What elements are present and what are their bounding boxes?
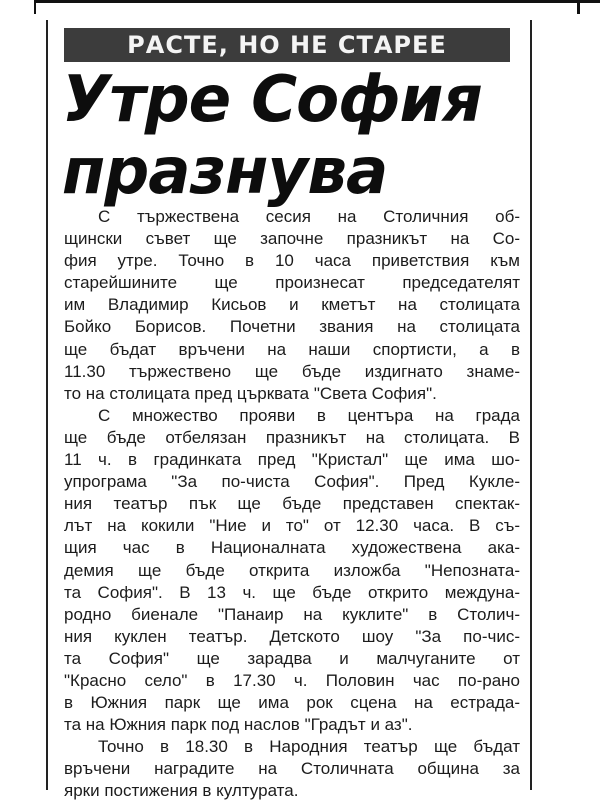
article-left-border bbox=[46, 20, 48, 790]
clipping-left-tick bbox=[34, 0, 36, 14]
article-line: С множество прояви в центъра на града bbox=[98, 405, 520, 425]
clipping-top-border bbox=[34, 0, 600, 3]
article-line: демия ще бъде открита изложба "Непозната- bbox=[64, 560, 520, 580]
article-line: Бойко Борисов. Почетни звания на столицата bbox=[64, 317, 520, 337]
article-line: родно биенале "Панаир на куклите" в Столич- bbox=[64, 604, 520, 624]
article-line: ярки постижения в културата. bbox=[64, 781, 299, 801]
article-line: в Южния парк ще има рок сцена на естрада- bbox=[64, 693, 520, 713]
article-line: старейшините ще произнесат председателят bbox=[64, 273, 520, 293]
article-line: Точно в 18.30 в Народния театър ще бъдат bbox=[98, 737, 520, 757]
article-line: "Красно село" в 17.30 ч. Половин час по-рано bbox=[64, 670, 520, 690]
headline-line-2: празнува bbox=[62, 135, 388, 209]
article-line: 11 ч. в градинката пред "Кристал" ще има шо- bbox=[64, 450, 520, 470]
article-line: им Владимир Кисьов и кметът на столицата bbox=[64, 295, 520, 315]
article-line: упрограма "За по-чиста София". Пред Кукле- bbox=[64, 472, 520, 492]
article-line: то на столицата пред църквата "Света София". bbox=[64, 383, 437, 403]
article-line: ния куклен театър. Детското шоу "За по-чис- bbox=[64, 626, 520, 646]
article-line: ния театър пък ще бъде представен спектак- bbox=[64, 494, 520, 514]
article-body bbox=[64, 206, 520, 803]
article-line: лът на кокили "Ние и то" от 12.30 часа. В съ- bbox=[64, 516, 520, 536]
article-line: С тържествена сесия на Столичния об- bbox=[98, 207, 520, 226]
article-line: та на Южния парк под наслов "Градът и аз". bbox=[64, 715, 413, 735]
article-line: щия час в Националната художествена ака- bbox=[64, 538, 520, 558]
article-line: та София" ще зарадва и малчуганите от bbox=[64, 648, 520, 668]
article-line: та София". В 13 ч. ще бъде открито междуна- bbox=[64, 582, 520, 602]
kicker-banner: РАСТЕ, НО НЕ СТАРЕЕ bbox=[64, 28, 510, 62]
article-line: фия утре. Точно в 10 часа приветствия към bbox=[64, 251, 520, 271]
article-right-border bbox=[530, 20, 532, 790]
article-line: 11.30 тържествено ще бъде издигнато знаме- bbox=[64, 361, 520, 381]
article-line: връчени наградите на Столичната община за bbox=[64, 759, 520, 779]
article-line: ще бъде отбелязан празникът на столицата. В bbox=[64, 427, 520, 447]
headline bbox=[62, 64, 513, 208]
article-line: щински съвет ще започне празникът на Со- bbox=[64, 229, 520, 249]
article-line: ще бъдат връчени на наши спортисти, а в bbox=[64, 339, 520, 359]
headline-line-1: Утре София bbox=[62, 63, 482, 137]
clipping-right-tick bbox=[577, 0, 580, 14]
